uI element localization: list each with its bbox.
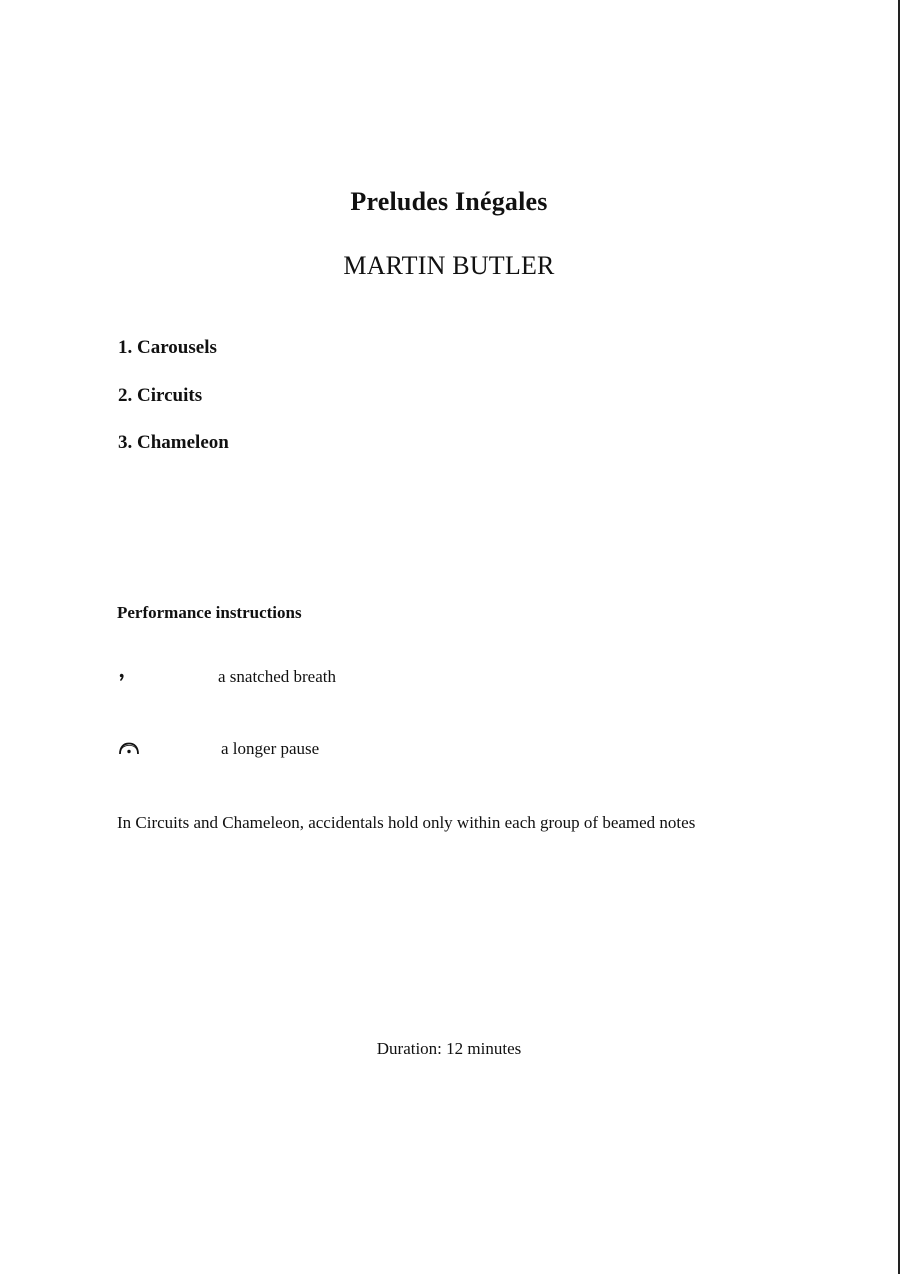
instruction-row-breath [117,665,417,689]
movement-item-chameleon: 3. Chameleon [118,432,229,453]
instruction-description: a longer pause [221,739,320,758]
page-title: Preludes Inégales [350,187,548,216]
movement-list [118,336,229,479]
fermata-icon [117,737,147,761]
accidentals-note: In Circuits and Chameleon, accidentals hold only within each group of beamed notes [117,813,696,832]
performance-instructions-heading: Performance instructions [117,603,302,622]
instruction-row-pause [117,737,417,761]
breath-mark-icon [117,665,147,689]
instruction-description: a snatched breath [218,667,336,686]
movement-item-circuits: 2. Circuits [118,384,203,406]
duration-text: Duration: 12 minutes [376,1039,522,1058]
composer-name: MARTIN BUTLER [343,251,555,280]
movement-item-carousels: 1. Carousels [118,337,217,358]
